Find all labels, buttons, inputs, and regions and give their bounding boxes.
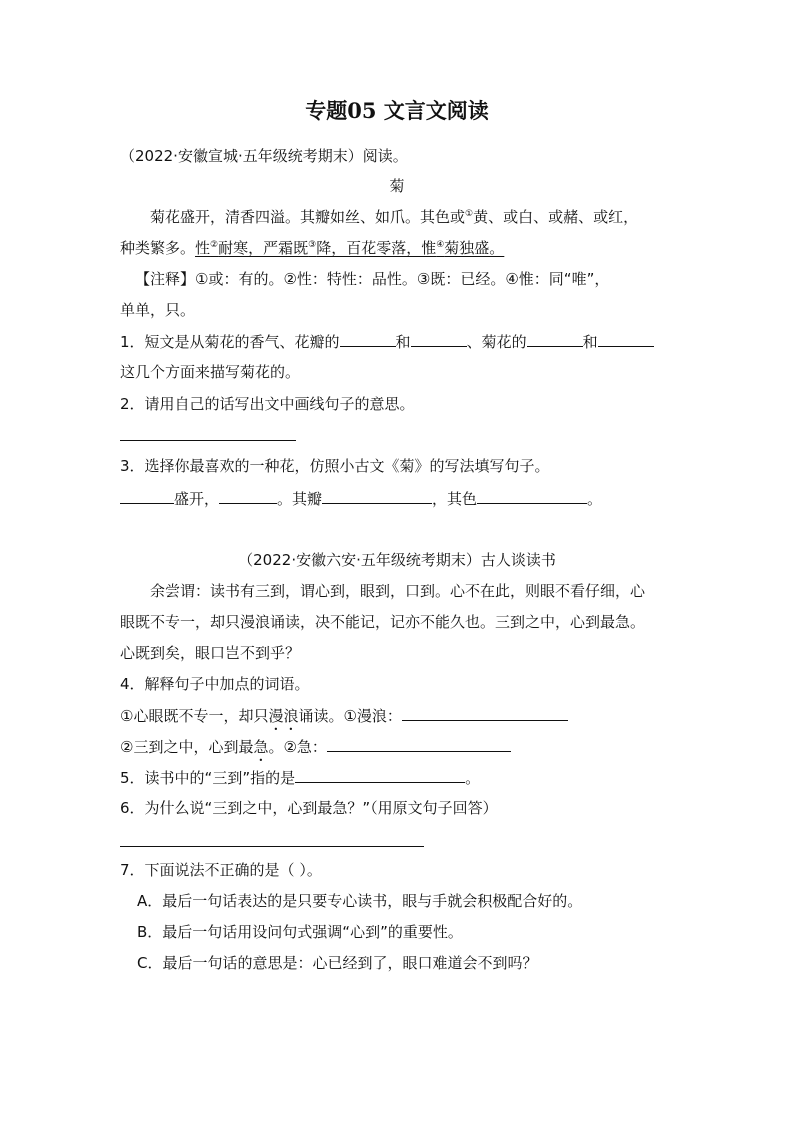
passage2-line1: 余尝谓：读书有三到，谓心到，眼到，口到。心不在此，则眼不看仔细，心	[150, 582, 646, 600]
option-a[interactable]: A．最后一句话表达的是只要专心读书，眼与手就会积极配合好的。	[137, 892, 583, 910]
answer-blank[interactable]	[527, 331, 583, 347]
answer-blank[interactable]	[402, 705, 568, 721]
question-3-fill: 盛开， 。其瓣 ，其色 。	[120, 488, 602, 509]
answer-blank[interactable]	[477, 488, 587, 504]
question-4-item2: ②三到之中，心到最急。②急：	[120, 736, 511, 765]
passage1-line1: 菊花盛开，清香四溢。其瓣如丝、如爪。其色或①黄、或白、或赭、或红，	[150, 208, 639, 226]
passage2-line3: 心既到矣，眼口岂不到乎？	[120, 644, 301, 662]
question-7: 7．下面说法不正确的是（ ）。	[120, 861, 322, 879]
answer-blank[interactable]	[411, 331, 467, 347]
answer-blank[interactable]	[295, 767, 465, 783]
question-4: 4．解释句子中加点的词语。	[120, 675, 310, 693]
underlined-sentence: 性②耐寒，严霜既③降，百花零落，惟④菊独盛。	[195, 239, 505, 257]
question-1-line2: 这几个方面来描写菊花的。	[120, 363, 301, 381]
passage1-heading: 菊	[389, 177, 405, 195]
dotted-word: 漫浪	[268, 707, 299, 725]
question-3: 3．选择你最喜欢的一种花，仿照小古文《菊》的写法填写句子。	[120, 457, 550, 475]
question-6: 6．为什么说“三到之中，心到最急？”（用原文句子回答）	[120, 799, 498, 817]
note-mark-1: ①	[465, 209, 474, 219]
answer-line[interactable]	[120, 846, 424, 847]
notes-line2: 单单，只。	[120, 301, 196, 319]
dotted-word: 急	[253, 738, 269, 756]
passage1-line2: 种类繁多。性②耐寒，严霜既③降，百花零落，惟④菊独盛。	[120, 239, 505, 257]
notes-line1: 【注释】①或：有的。②性：特性：品性。③既：已经。④惟：同“唯”，	[135, 270, 610, 288]
answer-blank[interactable]	[120, 488, 174, 504]
passage2-line2: 眼既不专一，却只漫浪诵读，决不能记，记亦不能久也。三到之中，心到最急。	[120, 613, 646, 631]
option-b[interactable]: B．最后一句话用设问句式强调“心到”的重要性。	[137, 923, 463, 941]
question-5: 5．读书中的“三到”指的是 。	[120, 769, 481, 787]
answer-line[interactable]	[120, 440, 296, 441]
answer-blank[interactable]	[322, 488, 432, 504]
answer-blank[interactable]	[327, 736, 511, 752]
question-4-item1: ①心眼既不专一，却只漫浪诵读。①漫浪：	[120, 705, 568, 734]
question-1: 1．短文是从菊花的香气、花瓣的 和 、菊花的 和	[120, 331, 654, 352]
page-title: 专题05 文言文阅读	[305, 98, 489, 123]
answer-blank[interactable]	[340, 331, 396, 347]
answer-blank[interactable]	[598, 331, 654, 347]
option-c[interactable]: C．最后一句话的意思是：心已经到了，眼口难道会不到吗？	[137, 954, 538, 972]
answer-blank[interactable]	[219, 488, 277, 504]
passage2-source: （2022·安徽六安·五年级统考期末）古人谈读书	[238, 551, 556, 569]
question-2: 2．请用自己的话写出文中画线句子的意思。	[120, 395, 415, 413]
passage1-source: （2022·安徽宣城·五年级统考期末）阅读。	[120, 147, 408, 165]
